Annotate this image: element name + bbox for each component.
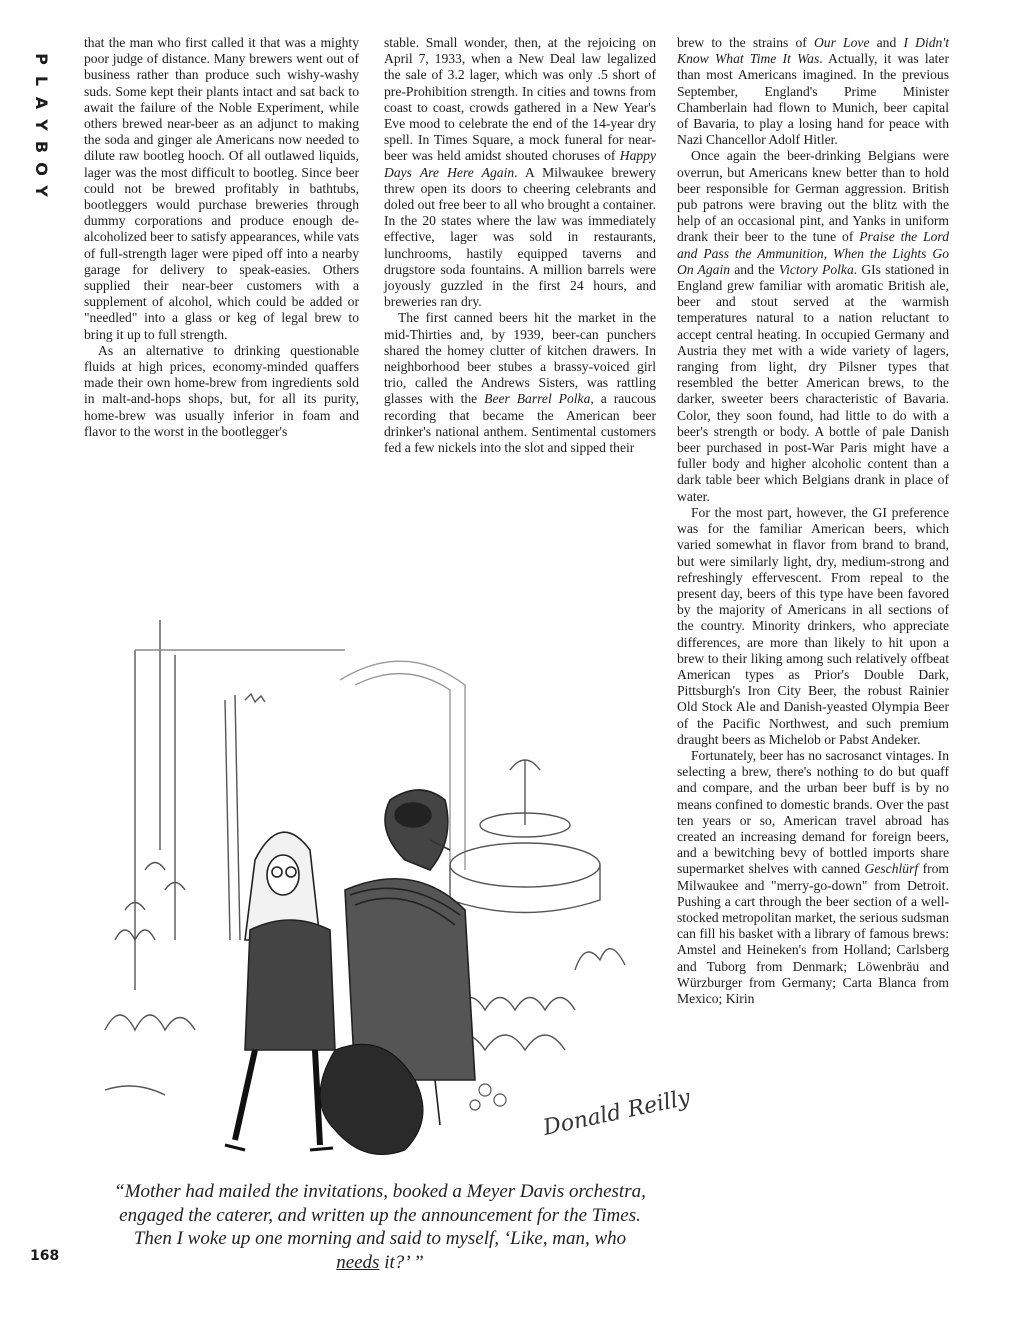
article-column-2 (384, 35, 656, 456)
text-run: , (823, 245, 834, 261)
text-run: stable. Small wonder, then, at the rejoicing on April 7, 1933, when a New Deal law legalized the sale of 3.2 lager, which was only .5 short of pre-Prohibition strength. In cities and towns from coast to coast, crowds gathered in a New Year's Eve mood to celebrate the end of the 14-year dry spell. In Times Square, a mock funeral for near-beer was held amidst shouted choruses of (384, 35, 656, 164)
text-run: , a raucous recording that became the American beer drinker's national anthem. Sentimental customers fed a few nickels into the slot and sipped their (384, 391, 657, 456)
song-title: I Didn't Know What Time It Was (677, 35, 949, 67)
paragraph: As an alternative to drinking questionable fluids at high prices, economy-minded quaffers made their own home-brew from ingredients sold in malt-and-hops shops, but, for all its purity, home-brew was usually inferior in foam and flavor to the worst in the bootlegger's (84, 342, 359, 439)
song-title: When the Lights Go On Again (677, 245, 949, 277)
masthead-playboy (30, 48, 52, 248)
song-title: Happy Days Are Here Again (384, 148, 656, 180)
masthead-letter: Y (32, 119, 51, 131)
text-run: The first canned beers hit the market in the mid-Thirties and, by 1939, beer-can punchers shared the homey clutter of kitchen drawers. In neighborhood beer stubes a brassy-voiced girl trio, called the Andrews Sisters, was rattling glasses with the (384, 310, 656, 407)
paragraph: that the man who first called it that was a mighty poor judge of distance. Many brewers went out of business rather than produce such wishy-washy suds. Some kept their plants intact and sat back to await the failure of the Noble Experiment, while others brewed near-beer as an adjunct to making the soda and ginger ale Americans now needed to dilute raw bootleg hooch. Of all outlawed liquids, lager was the most difficult to bootleg. Since beer could not be brewed profitably in bathtubs, bootleggers would purchase breweries through dummy corporations and produce enough de-alcoholized beer to satisfy appearances, while vats of full-strength lager were piped off into a nearby garage for delivery to speak-easies. Others supplied their near-beer customers with a supplement of alcohol, which could be added or "needled" into a glass or keg of legal brew to bring it up to full strength. (84, 35, 359, 342)
paragraph (677, 748, 949, 1007)
cartoon-illustration (105, 610, 693, 1165)
paragraph (384, 310, 656, 456)
paragraph (677, 35, 949, 148)
text-run: from Milwaukee and "merry-go-down" from Detroit. Pushing a cart through the beer section of a well-stocked metropolitan market, the serious sudsman can fill his basket with a library of famous brews: Amstel and Heineken's from Holland; Carlsberg and Tuborg from Denmark; Löwenbräu and Würzburger from Germany; Carta Blanca from Mexico; Kirin (677, 861, 949, 1006)
page-number: 168 (30, 1248, 60, 1264)
song-title: Our Love (813, 35, 870, 50)
caption-text: it?’ ” (379, 1251, 424, 1273)
masthead-letter: B (31, 140, 51, 154)
masthead-letter: Y (32, 185, 51, 197)
song-title: Victory Polka (778, 261, 854, 277)
text-run: and the (730, 261, 779, 277)
article-column-3 (677, 35, 949, 1007)
masthead-letter: L (31, 75, 51, 87)
text-run: . Actually, it was later than most Americans imagined. In the previous September, England's Prime Minister Chamberlain had flown to Munich, beer capital of Bavaria, to play a losing hand for peace with Nazi Chancellor Adolf Hitler. (677, 51, 949, 148)
caption-text: “Mother had mailed the invitations, booked a Meyer Davis orchestra, engaged the caterer, and written up the announcement for the Times. Then I woke up one morning and said to myself, ‘Like, man, who (114, 1181, 646, 1249)
text-run: Once again the beer-drinking Belgians were overrun, but Americans knew better than to hold beer responsible for German aggression. British pub patrons were braving out the blitz with the help of an occasional pint, and Yanks in uniform drank their beer to the tune of (677, 148, 949, 245)
paragraph: For the most part, however, the GI preference was for the familiar American beers, which varied somewhat in flavor from brand to brand, but were similarly light, dry, medium-strong and refreshingly effervescent. From repeal to the present day, beers of this type have been favored by the majority of Americans in all sections of the country. Minority drinkers, who appreciate differences, are more than likely to hit upon a brew to their liking among such relatively offbeat American types as Prior's Double Dark, Pittsburgh's Iron City Beer, the robust Rainier Old Stock Ale and Danish-yeasted Olympia Beer of the Pacific Northwest, and such premium draught beers as Michelob or Pabst Andeker. (677, 504, 949, 747)
song-title: Praise the Lord and Pass the Ammunition (677, 229, 950, 261)
text-run: Fortunately, beer has no sacrosanct vintages. In selecting a brew, there's nothing to do but quaff and compare, and the urban beer buff is by no means confined to domestic brands. Over the past ten years or so, American travel abroad has created an increasing demand for foreign beers, and a bewitching bevy of bottled imports share supermarket shelves with canned (677, 747, 949, 877)
cartoon-drawing (105, 610, 693, 1165)
paragraph (384, 35, 656, 310)
masthead-letter: O (31, 162, 51, 176)
brand-name: Geschlürf (864, 861, 919, 877)
masthead-letter: P (31, 53, 51, 65)
song-title: Beer Barrel Polka (484, 391, 591, 407)
masthead-letter: A (31, 96, 51, 110)
text-run: and (869, 35, 904, 50)
caption-emphasis: needs (336, 1251, 380, 1273)
artist-signature: Donald Reilly (541, 1085, 693, 1141)
article-column-1 (84, 35, 359, 440)
text-run: . GIs stationed in England grew familiar with aromatic British ale, beer and stout served at the warmish temperatures natural to a nation reluctant to accept central heating. In occupied Germany and Austria they met with a wide variety of lagers, ranging from light, dry Pilsner types that resembled the better American brews, to the darker, sweeter beers characteristic of Bavaria. Color, they soon found, had little to do with a beer's strength or body. A bottle of pale Danish beer purchased in post-War Paris might have a fuller body and higher alcoholic content than a dark table beer which Belgians drank in place of water. (677, 261, 949, 504)
paragraph (677, 148, 949, 504)
text-run: brew to the strains of (677, 35, 814, 50)
text-run: . A Milwaukee brewery threw open its doors to cheering celebrants and doled out free beer to all who brought a container. In the 20 states where the law was immediately effective, lager was sold in restaurants, lunchrooms, hastily equipped taverns and drugstore soda fountains. A million barrels were joyously guzzled in the first 24 hours, and breweries ran dry. (384, 164, 656, 310)
cartoon-caption (110, 1180, 650, 1274)
